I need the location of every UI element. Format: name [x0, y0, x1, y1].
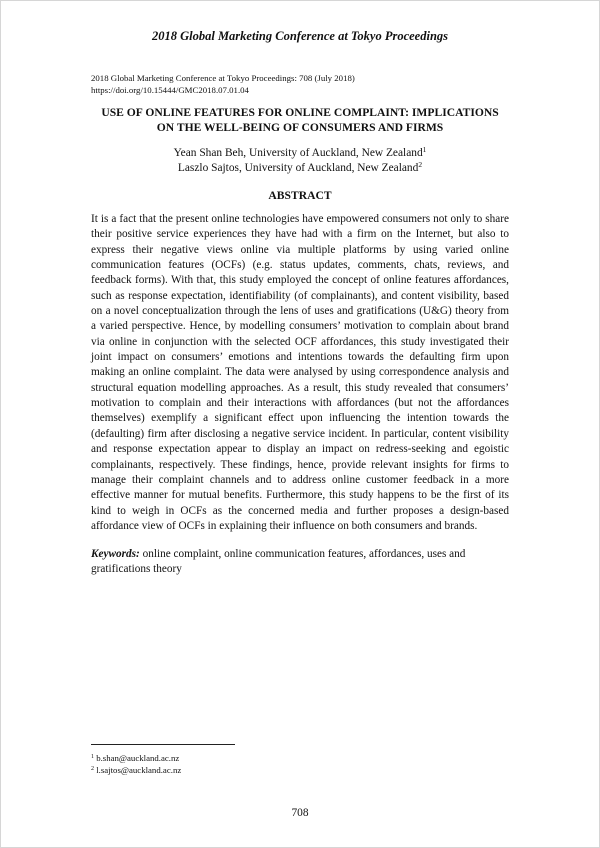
title-line: ON THE WELL-BEING OF CONSUMERS AND FIRMS [156, 120, 444, 134]
footnote-mark: 1 [91, 754, 94, 760]
footnotes [91, 753, 181, 776]
footnote [91, 753, 181, 765]
keywords-text: online complaint, online communication features, affordances, uses and gratifications theory [91, 548, 466, 576]
footnote-email[interactable]: l.sajtos@auckland.ac.nz [94, 764, 182, 775]
abstract-body: It is a fact that the present online technologies have empowered consumers not only to share their positive service experiences they have had with a firm on the Internet, but also to express their negative views online via multiple platforms by using varied online communication features (OCFs) (e.g. status updates, comments, chats, reviews, and feedback forms). With that, this study employed the concept of online features affordances, such as response expectation, identifiability (of complainants), and content visibility, based on a novel conceptualization through the lens of uses and gratifications (U&G) theory from a varied perspective. Hence, by modelling consumers’ motivation to complain about brand via online in conjunction with the selected OCF affordances, this study investigated their joint impact on consumers’ emotions and intentions towards the defaulting firm upon making an online complaint. The data were analysed by using correspondence analysis and structural equation modelling approaches. As a result, this study revealed that consumers’ motivation to complain and their interactions with affordances (but not the affordances themselves) exemplify a significant effect upon influencing the intention towards the (defaulting) firm after disclosing a negative service incident. In particular, content visibility and response expectation appear to display an impact on redress-seeking and egoistic complainants, respectively. These findings, hence, provide relevant insights for firms to manage their complaint channels and to address online customer feedback in a more effective manner for mutual benefits. Furthermore, this study happens to be the first of its kind to weigh in OCFs as the concerned media and further proposes a design-based affordance view of OCFs in explaining their influence on both consumers and brands. [91, 213, 509, 532]
footnote-mark: 1 [422, 145, 427, 154]
author-name: Yean Shan Beh, University of Auckland, New Zealand [173, 147, 423, 159]
running-header: 2018 Global Marketing Conference at Tokyo Proceedings [151, 29, 449, 43]
footnote-mark: 2 [91, 765, 94, 772]
citation [91, 72, 355, 96]
authors [0, 146, 600, 176]
footnote-divider [91, 744, 235, 745]
abstract-heading: ABSTRACT [268, 189, 332, 202]
page-number: 708 [291, 807, 309, 819]
author-line [0, 161, 600, 176]
author-line [0, 146, 600, 161]
footnote-mark: 2 [418, 160, 423, 169]
title-line: USE OF ONLINE FEATURES FOR ONLINE COMPLAINT: IMPLICATIONS [101, 106, 499, 119]
paper-title [60, 106, 540, 135]
footnote [91, 765, 181, 777]
author-name: Laszlo Sajtos, University of Auckland, New Zealand [177, 162, 419, 174]
footnote-email[interactable]: b.shan@auckland.ac.nz [94, 753, 180, 763]
citation-line: 2018 Global Marketing Conference at Tokyo Proceedings: 708 (July 2018) [91, 73, 355, 83]
doi-link[interactable]: https://doi.org/10.15444/GMC2018.07.01.04 [91, 85, 249, 95]
keywords [91, 547, 509, 578]
keywords-label: Keywords: [91, 548, 140, 560]
